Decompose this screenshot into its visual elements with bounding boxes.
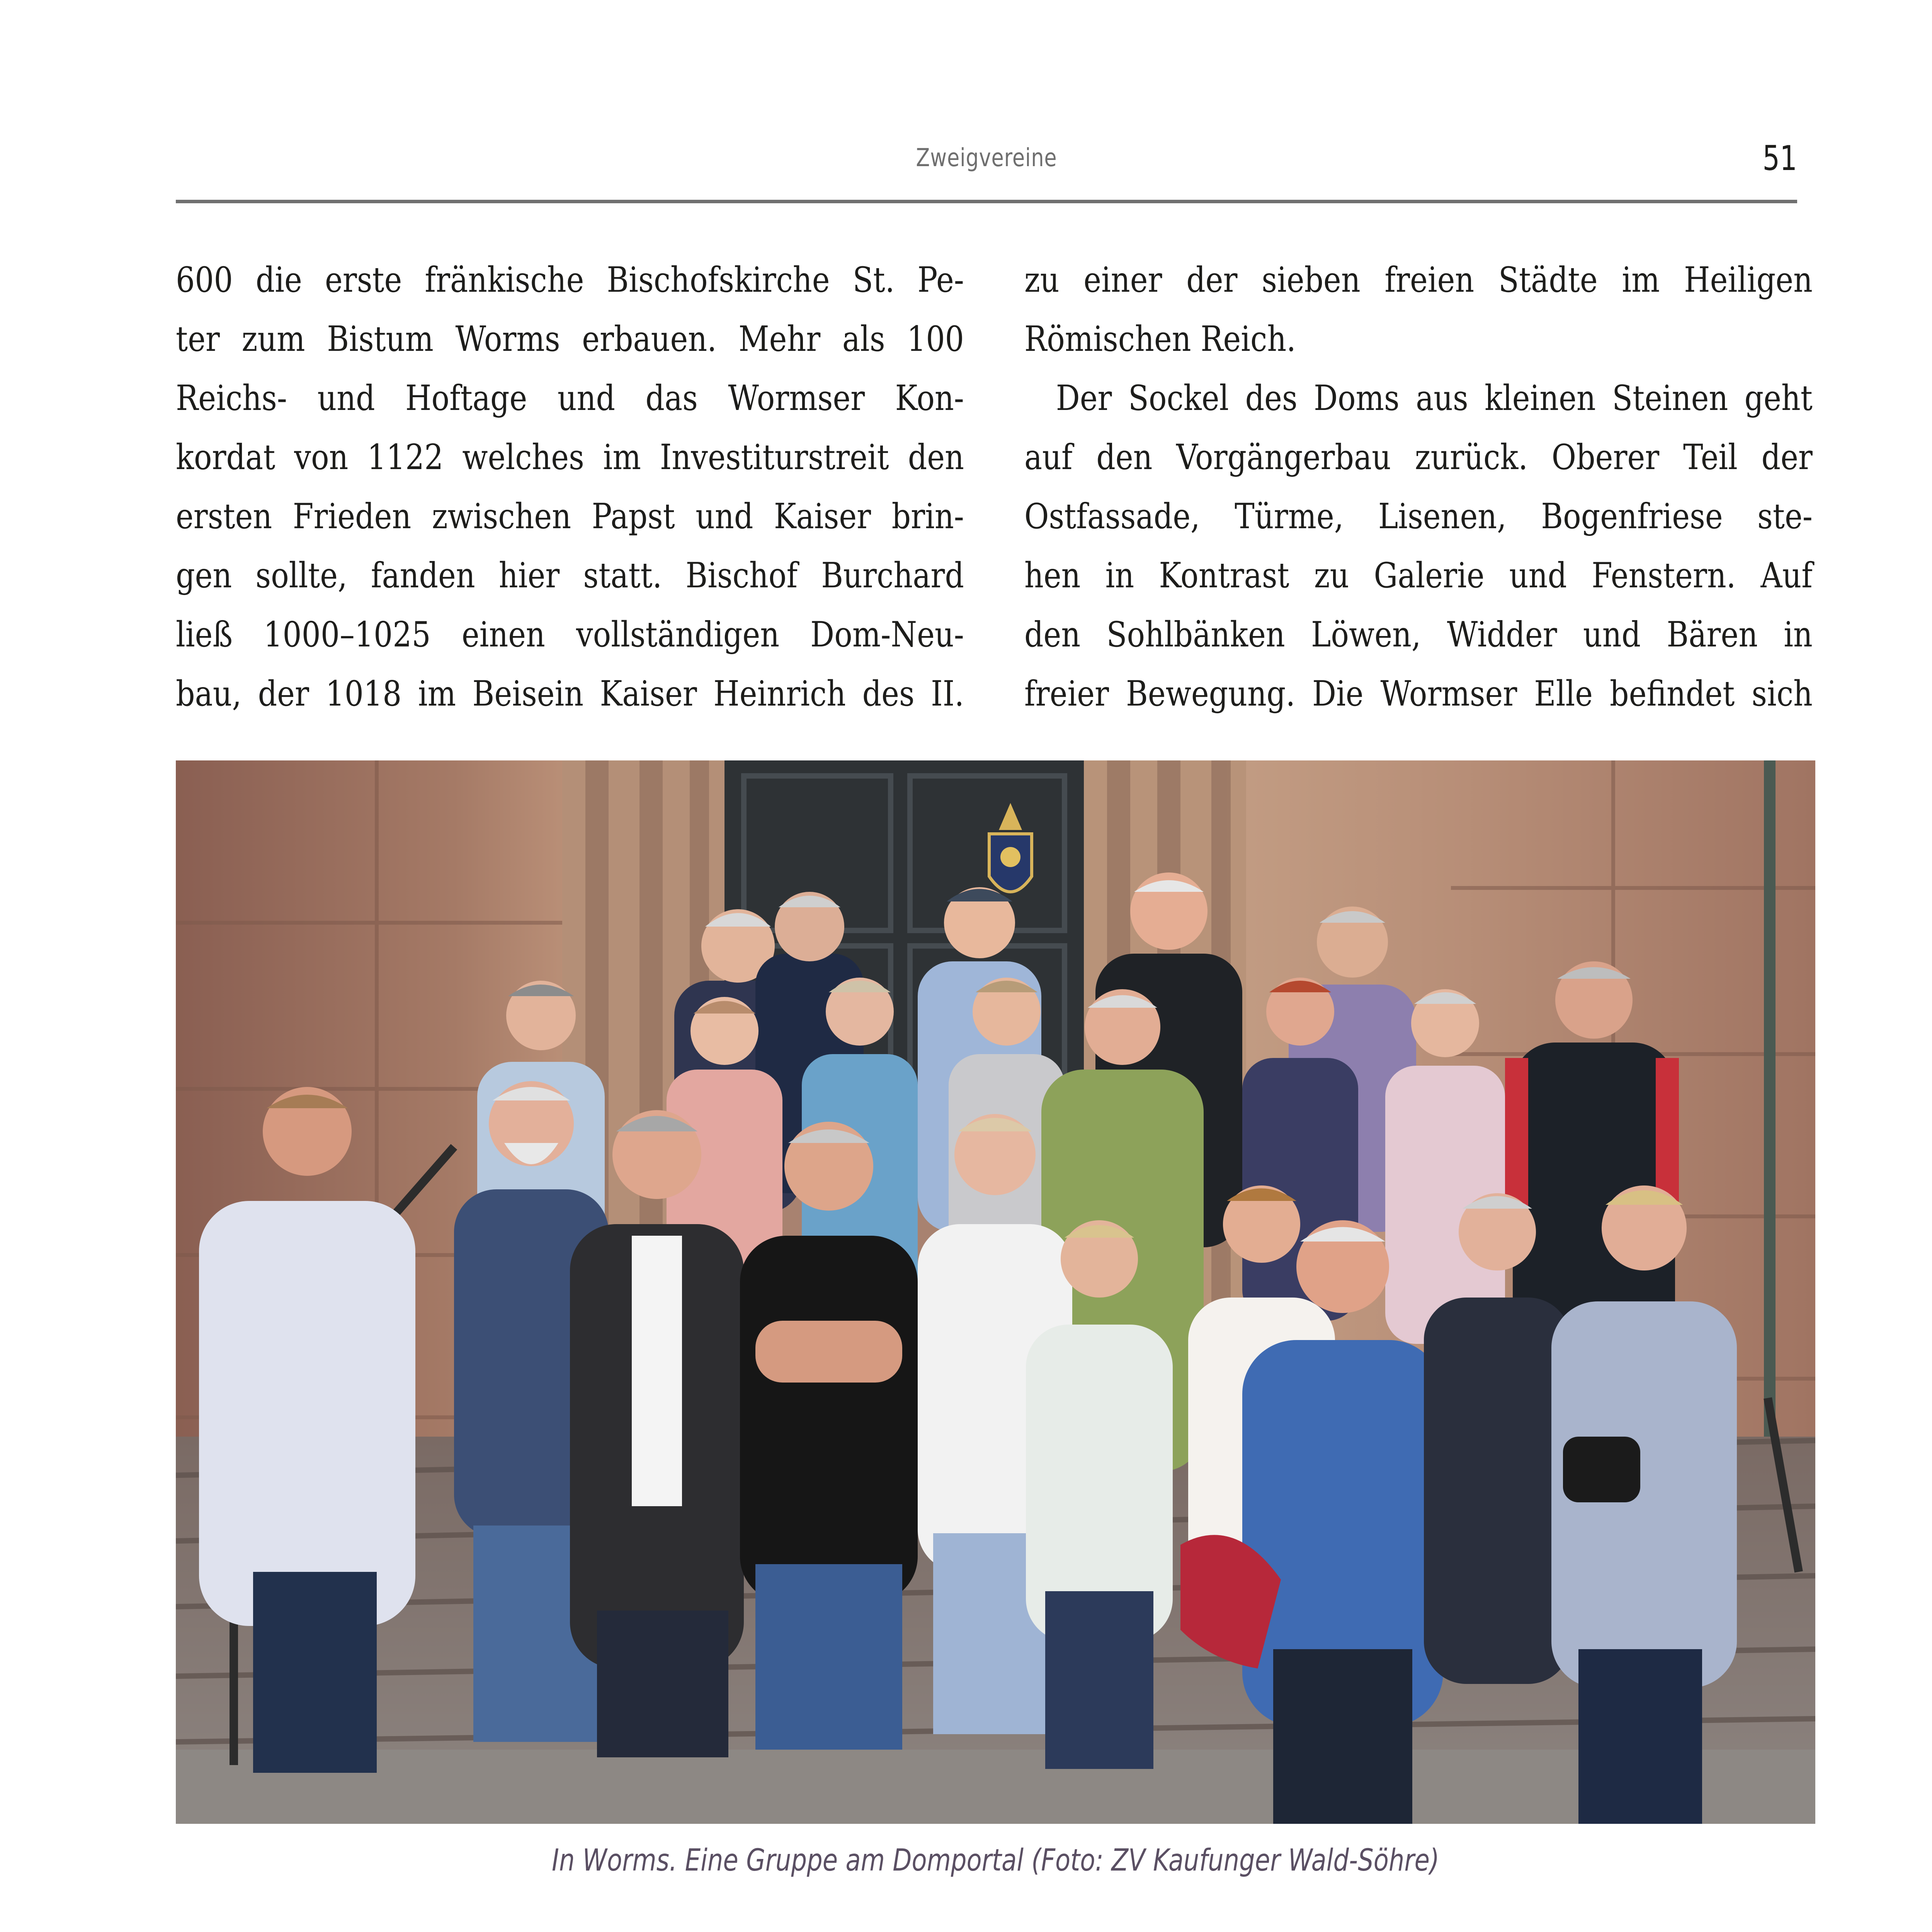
pavement xyxy=(176,1750,1815,1824)
text-line: Der Sockel des Doms aus kleinen Steinen geht xyxy=(1056,378,1813,418)
text-line: ersten Frieden zwischen Papst und Kaiser brin- xyxy=(176,496,964,537)
text-line: den Sohlbänken Löwen, Widder und Bären in xyxy=(1024,614,1813,655)
text-line: kordat von 1122 welches im Investiturstreit den xyxy=(176,437,964,478)
text-line: Ostfassade, Türme, Lisenen, Bogenfriese ste- xyxy=(1024,496,1813,537)
text-line: Reichs- und Hoftage und das Wormser Kon- xyxy=(176,378,964,418)
page-number: 51 xyxy=(1762,138,1797,178)
text-line: auf den Vorgängerbau zurück. Oberer Teil der xyxy=(1024,437,1813,478)
text-line: hen in Kontrast zu Galerie und Fenstern. Auf xyxy=(1024,555,1813,596)
group-photo xyxy=(176,760,1815,1824)
text-line: Römischen Reich. xyxy=(1024,319,1296,359)
text-column-top-right xyxy=(1024,250,1813,723)
text-line: ließ 1000–1025 einen vollständigen Dom-Neu- xyxy=(176,614,964,655)
group-photo-illustration xyxy=(176,760,1815,1824)
text-line: ter zum Bistum Worms erbauen. Mehr als 100 xyxy=(176,319,964,359)
text-line: zu einer der sieben freien Städte im Heiligen xyxy=(1024,260,1813,300)
photo-caption: In Worms. Eine Gruppe am Domportal (Foto: ZV Kaufunger Wald-Söhre) xyxy=(552,1843,1439,1878)
text-line: bau, der 1018 im Beisein Kaiser Heinrich des II. xyxy=(176,673,964,714)
header-rule xyxy=(176,200,1797,203)
text-column-top-left xyxy=(176,250,964,723)
text-line: freier Bewegung. Die Wormser Elle befindet sich xyxy=(1024,673,1813,714)
text-line: gen sollte, fanden hier statt. Bischof Burchard xyxy=(176,555,964,596)
running-header-title: Zweigvereine xyxy=(916,144,1057,172)
text-line: 600 die erste fränkische Bischofskirche St. Pe- xyxy=(176,260,964,300)
